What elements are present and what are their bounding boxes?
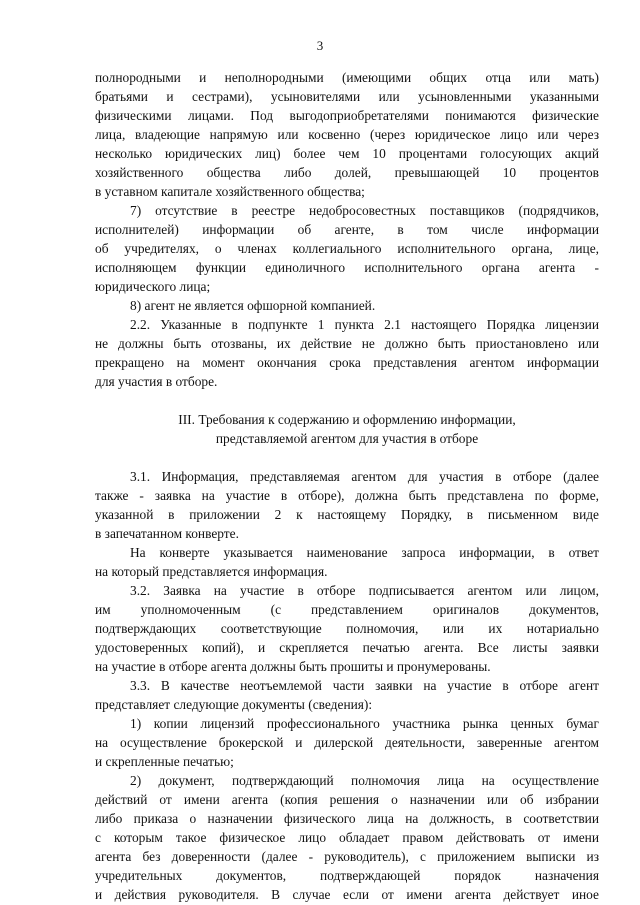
- text-line: и действия руководителя. В случае если от имени агента действует иное: [95, 887, 599, 902]
- text-line: исполнителей) информации об агенте, в том числе информации: [95, 222, 599, 237]
- text-line: лица, владеющие напрямую или косвенно (через юридическое лицо или через: [95, 127, 599, 142]
- text-line: им уполномоченным (с представлением оригиналов документов,: [95, 602, 599, 617]
- text-line: на осуществление брокерской и дилерской деятельности, заверенные агентом: [95, 735, 599, 750]
- text-line: на участие в отборе агента должны быть прошиты и пронумерованы.: [95, 659, 491, 674]
- text-line: 7) отсутствие в реестре недобросовестных поставщиков (подрядчиков,: [130, 203, 599, 218]
- text-line: На конверте указывается наименование запроса информации, в ответ: [130, 545, 599, 560]
- text-line: 2.2. Указанные в подпункте 1 пункта 2.1 настоящего Порядка лицензии: [130, 317, 599, 332]
- text-line: подтверждающих соответствующие полномочия, или их нотариально: [95, 621, 599, 636]
- text-line: не должны быть отозваны, их действие не должно быть приостановлено или: [95, 336, 599, 351]
- text-line: также - заявка на участие в отборе), должна быть представлена по форме,: [95, 488, 599, 503]
- text-line: 3.3. В качестве неотъемлемой части заявки на участие в отборе агент: [130, 678, 599, 693]
- text-line: прекращено на момент окончания срока представления агентом информации: [95, 355, 599, 370]
- text-line: 8) агент не является офшорной компанией.: [130, 298, 376, 313]
- text-line: на который представляется информация.: [95, 564, 328, 579]
- section-heading-line: представляемой агентом для участия в отборе: [215, 431, 479, 446]
- text-line: 2) документ, подтверждающий полномочия лица на осуществление: [130, 773, 599, 788]
- text-line: об учредителях, о членах коллегиального исполнительного органа, лице,: [95, 241, 599, 256]
- text-line: полнородными и неполнородными (имеющими общих отца или мать): [95, 70, 599, 85]
- text-line: 3.2. Заявка на участие в отборе подписывается агентом или лицом,: [130, 583, 599, 598]
- text-line: указанной в приложении 2 к настоящему Порядку, в письменном виде: [95, 507, 599, 522]
- text-line: учредительных документов, подтверждающей порядок назначения: [95, 868, 599, 883]
- text-line: юридического лица;: [95, 279, 211, 294]
- text-line: физическими лицами. Под выгодоприобретателями понимаются физические: [95, 108, 599, 123]
- text-line: несколько юридических лиц) более чем 10 процентами голосующих акций: [95, 146, 599, 161]
- text-line: с которым такое физическое лицо обладает правом действовать от имени: [95, 830, 599, 845]
- text-line: агента без доверенности (далее - руководитель), с приложением выписки из: [95, 849, 599, 864]
- text-line: представляет следующие документы (сведения):: [95, 697, 373, 712]
- text-line: хозяйственного общества либо долей, превышающей 10 процентов: [95, 165, 599, 180]
- text-line: удостоверенных копий), и скрепляется печатью агента. Все листы заявки: [95, 640, 599, 655]
- page-number: 3: [316, 38, 324, 53]
- text-line: исполняющем функции единоличного исполнительного органа агента -: [95, 260, 599, 275]
- text-line: братьями и сестрами), усыновителями или усыновленными указанными: [95, 89, 599, 104]
- text-line: действий от имени агента (копия решения о назначении или об избрании: [95, 792, 599, 807]
- text-line: в уставном капитале хозяйственного общества;: [95, 184, 365, 199]
- text-line: в запечатанном конверте.: [95, 526, 239, 541]
- text-line: для участия в отборе.: [95, 374, 218, 389]
- text-line: либо приказа о назначении физического лица на должность, в соответствии: [95, 811, 599, 826]
- text-line: 3.1. Информация, представляемая агентом для участия в отборе (далее: [130, 469, 599, 484]
- text-line: и скрепленные печатью;: [95, 754, 234, 769]
- paragraph-gap: [95, 391, 599, 410]
- text-line: 1) копии лицензий профессионального участника рынка ценных бумаг: [130, 716, 599, 731]
- document-body: [95, 68, 599, 904]
- section-heading-line: III. Требования к содержанию и оформлению информации,: [178, 412, 516, 427]
- paragraph-gap: [95, 448, 599, 467]
